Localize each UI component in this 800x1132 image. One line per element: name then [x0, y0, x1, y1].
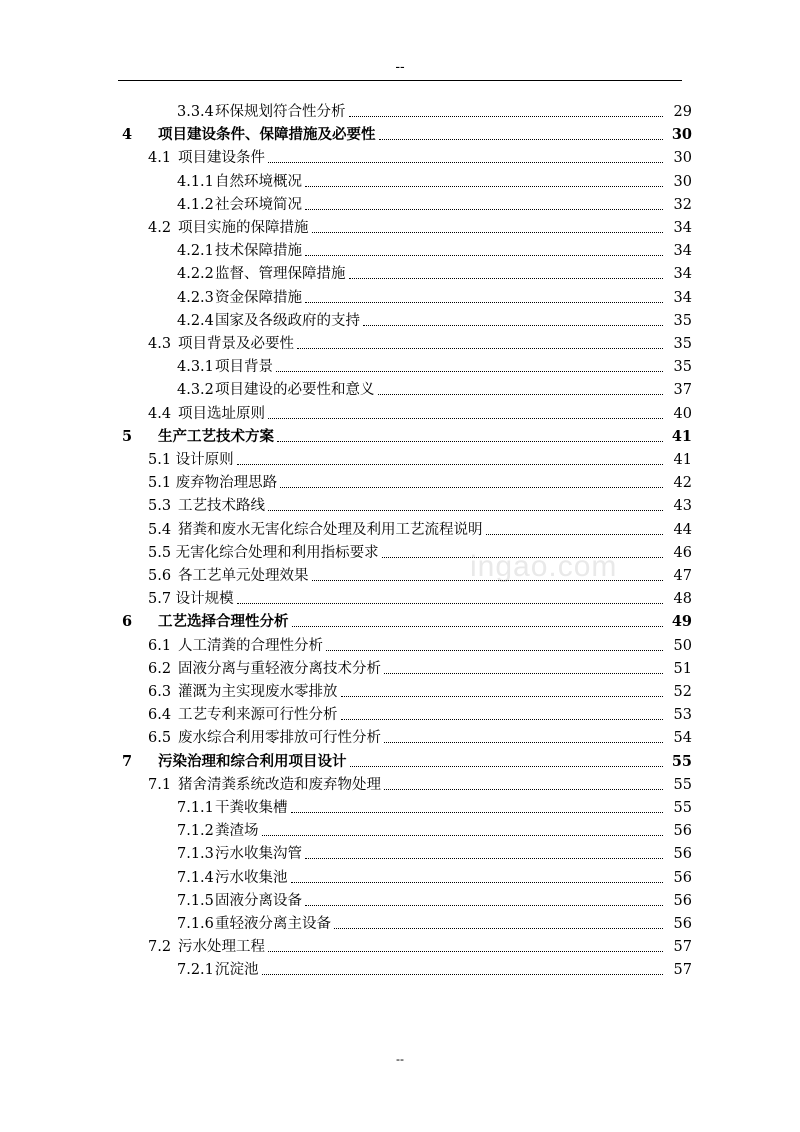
toc-entry-title: 污水收集池 — [215, 869, 288, 886]
toc-dot-leader — [363, 325, 663, 326]
toc-entry[interactable] — [177, 261, 692, 283]
toc-entry-page-number: 56 — [673, 916, 692, 932]
page-footer-mark: -- — [396, 1052, 404, 1066]
toc-entry-title: 工艺技术路线 — [178, 498, 265, 515]
toc-entry-title: 固液分离设备 — [215, 892, 302, 909]
toc-entry[interactable] — [177, 285, 692, 307]
toc-dot-leader — [486, 534, 664, 535]
toc-entry[interactable] — [148, 586, 692, 608]
watermark: ingao.com — [470, 550, 618, 583]
toc-entry[interactable]: 5 生产工艺技术方案 41 — [122, 427, 692, 445]
toc-entry[interactable]: 4 项目建设条件、保障措施及必要性 30 — [122, 126, 692, 144]
toc-entry-page-number: 37 — [673, 382, 692, 399]
toc-entry-number: 5.4 — [148, 521, 172, 538]
toc-entry-page-number: 30 — [673, 150, 692, 167]
toc-entry-number: 6.3 — [148, 684, 172, 700]
toc-entry-title: 自然环境概况 — [215, 173, 302, 190]
toc-entry-page-number: 53 — [673, 707, 692, 724]
toc-entry-number: 7.1 — [148, 776, 172, 793]
toc-entry[interactable] — [148, 702, 692, 724]
toc-entry-number: 4.1.2 — [177, 196, 214, 213]
toc-entry-page-number: 41 — [673, 452, 692, 468]
toc-entry-number: 4.4 — [148, 405, 172, 422]
toc-dot-leader — [384, 742, 663, 743]
toc-dot-leader — [268, 510, 663, 511]
toc-entry-title: 项目背景及必要性 — [178, 336, 294, 352]
toc-dot-leader — [291, 812, 664, 813]
toc-entry-title: 项目建设条件 — [178, 150, 265, 167]
toc-dot-leader — [305, 905, 663, 906]
toc-entry-page-number: 46 — [673, 544, 692, 561]
toc-entry-page-number: 34 — [673, 220, 692, 236]
toc-entry-page-number: 56 — [673, 823, 692, 840]
toc-entry-number: 5.6 — [148, 568, 172, 584]
toc-entry-title: 5.5 无害化综合处理和利用指标要求 — [148, 544, 379, 561]
toc-entry[interactable] — [148, 679, 692, 701]
toc-entry-page-number: 48 — [673, 591, 692, 608]
toc-entry-title: 资金保障措施 — [215, 289, 302, 306]
toc-entry-title: 项目实施的保障措施 — [178, 220, 309, 236]
toc-entry[interactable] — [148, 563, 692, 585]
toc-entry-title: 沉淀池 — [215, 962, 259, 979]
toc-entry[interactable] — [148, 725, 692, 747]
toc-entry[interactable] — [177, 818, 692, 840]
toc-entry-page-number: 34 — [673, 266, 692, 283]
toc-entry-page-number: 55 — [673, 800, 692, 816]
toc-entry[interactable] — [177, 169, 692, 191]
toc-entry-page-number: 55 — [673, 776, 692, 793]
toc-entry-number: 5.3 — [148, 498, 172, 515]
toc-entry-page-number: 35 — [673, 312, 692, 329]
toc-entry-page-number: 43 — [673, 498, 692, 515]
toc-entry[interactable] — [148, 401, 692, 423]
toc-dot-leader — [280, 487, 663, 488]
toc-dot-leader — [349, 278, 664, 279]
toc-entry-page-number: 55 — [671, 752, 692, 770]
toc-entry-number: 7.1.3 — [177, 846, 214, 863]
toc-entry[interactable] — [148, 517, 692, 539]
toc-dot-leader — [262, 835, 664, 836]
toc-dot-leader — [276, 371, 663, 372]
toc-entry-title: 社会环境简况 — [215, 196, 302, 213]
toc-entry[interactable] — [148, 447, 692, 469]
toc-entry-page-number: 34 — [673, 289, 692, 306]
toc-entry[interactable] — [148, 145, 692, 167]
toc-dot-leader — [305, 255, 663, 256]
toc-entry-page-number: 50 — [673, 637, 692, 654]
toc-entry-title: 5.7 设计规模 — [148, 591, 234, 608]
toc-entry-page-number: 47 — [673, 568, 692, 584]
toc-entry-title: 猪舍清粪系统改造和废弃物处理 — [178, 776, 381, 793]
toc-entry-number: 7.1.6 — [177, 916, 214, 932]
toc-dot-leader — [312, 232, 664, 233]
toc-entry-page-number: 40 — [673, 405, 692, 422]
toc-entry-title: 污染治理和综合利用项目设计 — [158, 752, 347, 770]
toc-entry[interactable] — [148, 934, 692, 956]
toc-entry-title: 工艺选择合理性分析 — [158, 613, 289, 631]
toc-dot-leader — [237, 464, 663, 465]
toc-entry-page-number: 52 — [673, 684, 692, 700]
toc-entry[interactable] — [148, 540, 692, 562]
toc-dot-leader — [297, 348, 663, 349]
toc-entry-title: 项目选址原则 — [178, 405, 265, 422]
toc-dot-leader — [305, 302, 663, 303]
toc-entry-number: 4.3.1 — [177, 359, 214, 376]
toc-entry-page-number: 49 — [671, 613, 692, 631]
toc-entry[interactable] — [177, 308, 692, 330]
toc-entry-page-number: 51 — [673, 660, 692, 677]
toc-entry[interactable]: 7 污染治理和综合利用项目设计 55 — [122, 752, 692, 770]
toc-entry[interactable] — [177, 841, 692, 863]
toc-entry-number: 4.2.1 — [177, 243, 214, 260]
toc-entry-page-number: 56 — [673, 892, 692, 909]
toc-entry-number: 6.5 — [148, 730, 172, 747]
toc-dot-leader — [305, 858, 663, 859]
toc-entry-number: 6.2 — [148, 660, 172, 677]
toc-entry-title: 废水综合利用零排放可行性分析 — [178, 730, 381, 747]
toc-entry[interactable]: 6 工艺选择合理性分析 49 — [122, 613, 692, 631]
toc-entry-title: 环保规划符合性分析 — [215, 104, 346, 120]
toc-entry-page-number: 56 — [673, 846, 692, 863]
toc-entry-page-number: 57 — [673, 962, 692, 979]
toc-dot-leader — [334, 928, 663, 929]
toc-entry-title: 各工艺单元处理效果 — [178, 568, 309, 584]
toc-entry-number: 7.2.1 — [177, 962, 214, 979]
toc-entry-title: 项目背景 — [215, 359, 273, 376]
toc-dot-leader — [341, 719, 664, 720]
toc-entry-page-number: 35 — [673, 336, 692, 352]
toc-entry-number: 4.2 — [148, 220, 172, 236]
toc-entry[interactable] — [177, 888, 692, 910]
toc-entry-title: 灌溉为主实现废水零排放 — [178, 684, 338, 700]
toc-entry[interactable] — [177, 957, 692, 979]
toc-dot-leader — [378, 394, 664, 395]
toc-entry-title: 生产工艺技术方案 — [158, 427, 274, 445]
toc-entry-title: 污水收集沟管 — [215, 846, 302, 863]
toc-dot-leader — [379, 139, 664, 140]
toc-dot-leader — [384, 673, 663, 674]
toc-dot-leader — [237, 603, 663, 604]
toc-entry-number: 4.2.4 — [177, 312, 214, 329]
toc-entry-title: 固液分离与重轻液分离技术分析 — [178, 660, 381, 677]
toc-entry-page-number: 57 — [673, 939, 692, 956]
toc-entry-page-number: 41 — [671, 427, 692, 445]
toc-dot-leader — [326, 650, 663, 651]
toc-entry-number: 4.2.2 — [177, 266, 214, 283]
toc-dot-leader — [268, 951, 663, 952]
toc-entry-title: 重轻液分离主设备 — [215, 916, 331, 932]
toc-dot-leader — [341, 696, 664, 697]
toc-dot-leader — [382, 557, 663, 558]
toc-entry[interactable] — [177, 865, 692, 887]
toc-dot-leader — [277, 441, 663, 442]
toc-entry-title: 5.1 废弃物治理思路 — [148, 475, 278, 492]
toc-entry-number: 6.1 — [148, 637, 172, 654]
toc-entry[interactable] — [148, 633, 692, 655]
toc-entry[interactable] — [148, 493, 692, 515]
header-rule — [118, 80, 682, 81]
toc-entry-page-number: 42 — [673, 475, 692, 492]
toc-dot-leader — [268, 162, 663, 163]
toc-entry[interactable] — [177, 795, 692, 817]
toc-entry-number: 4.3.2 — [177, 382, 214, 399]
toc-entry-number: 7.1.1 — [177, 800, 214, 816]
toc-dot-leader — [312, 580, 664, 581]
toc-entry-page-number: 30 — [671, 126, 692, 144]
toc-entry[interactable] — [177, 99, 692, 121]
toc-entry-number: 4.3 — [148, 336, 172, 352]
toc-entry-title: 污水处理工程 — [178, 939, 265, 956]
toc-dot-leader — [268, 418, 663, 419]
toc-entry-number: 7.1.5 — [177, 892, 214, 909]
toc-dot-leader — [292, 626, 664, 627]
toc-entry-number: 4.1 — [148, 150, 172, 167]
toc-entry-title: 人工清粪的合理性分析 — [178, 637, 323, 654]
toc-entry-number: 7.1.4 — [177, 869, 214, 886]
toc-dot-leader — [291, 882, 664, 883]
toc-entry-number: 4.2.3 — [177, 289, 214, 306]
toc-entry[interactable] — [177, 911, 692, 933]
toc-dot-leader — [384, 789, 663, 790]
toc-entry-title: 工艺专利来源可行性分析 — [178, 707, 338, 724]
toc-entry-number: 4.1.1 — [177, 173, 214, 190]
toc-dot-leader — [262, 974, 664, 975]
toc-entry-number: 6.4 — [148, 707, 172, 724]
toc-dot-leader — [349, 116, 664, 117]
toc-entry-page-number: 44 — [673, 521, 692, 538]
toc-entry-title: 国家及各级政府的支持 — [215, 312, 360, 329]
toc-entry-page-number: 30 — [673, 173, 692, 190]
toc-entry-title: 项目建设条件、保障措施及必要性 — [158, 126, 376, 144]
toc-entry[interactable] — [177, 377, 692, 399]
toc-dot-leader — [350, 766, 664, 767]
toc-entry-page-number: 29 — [673, 104, 692, 120]
toc-entry-title: 5.1 设计原则 — [148, 452, 234, 468]
toc-entry-title: 干粪收集槽 — [215, 800, 288, 816]
toc-entry[interactable] — [148, 656, 692, 678]
toc-entry-title: 项目建设的必要性和意义 — [215, 382, 375, 399]
toc-entry-title: 猪粪和废水无害化综合处理及利用工艺流程说明 — [178, 521, 483, 538]
toc-entry-page-number: 34 — [673, 243, 692, 260]
toc-entry[interactable] — [148, 331, 692, 353]
toc-entry-title: 监督、管理保障措施 — [215, 266, 346, 283]
toc-entry-page-number: 35 — [673, 359, 692, 376]
toc-entry[interactable] — [177, 354, 692, 376]
toc-entry-number: 7.2 — [148, 939, 172, 956]
toc-dot-leader — [305, 209, 663, 210]
toc-entry[interactable] — [148, 215, 692, 237]
toc-entry[interactable] — [148, 470, 692, 492]
page-header-mark: -- — [395, 58, 405, 74]
toc-entry-page-number: 54 — [673, 730, 692, 747]
toc-entry-page-number: 32 — [673, 196, 692, 213]
toc-entry-number: 3.3.4 — [177, 104, 214, 120]
toc-entry[interactable] — [177, 238, 692, 260]
toc-entry[interactable] — [148, 772, 692, 794]
toc-entry-page-number: 56 — [673, 869, 692, 886]
toc-entry-title: 技术保障措施 — [215, 243, 302, 260]
toc-entry-number: 7.1.2 — [177, 823, 214, 840]
toc-entry[interactable] — [177, 192, 692, 214]
toc-entry-title: 粪渣场 — [215, 823, 259, 840]
toc-dot-leader — [305, 186, 663, 187]
